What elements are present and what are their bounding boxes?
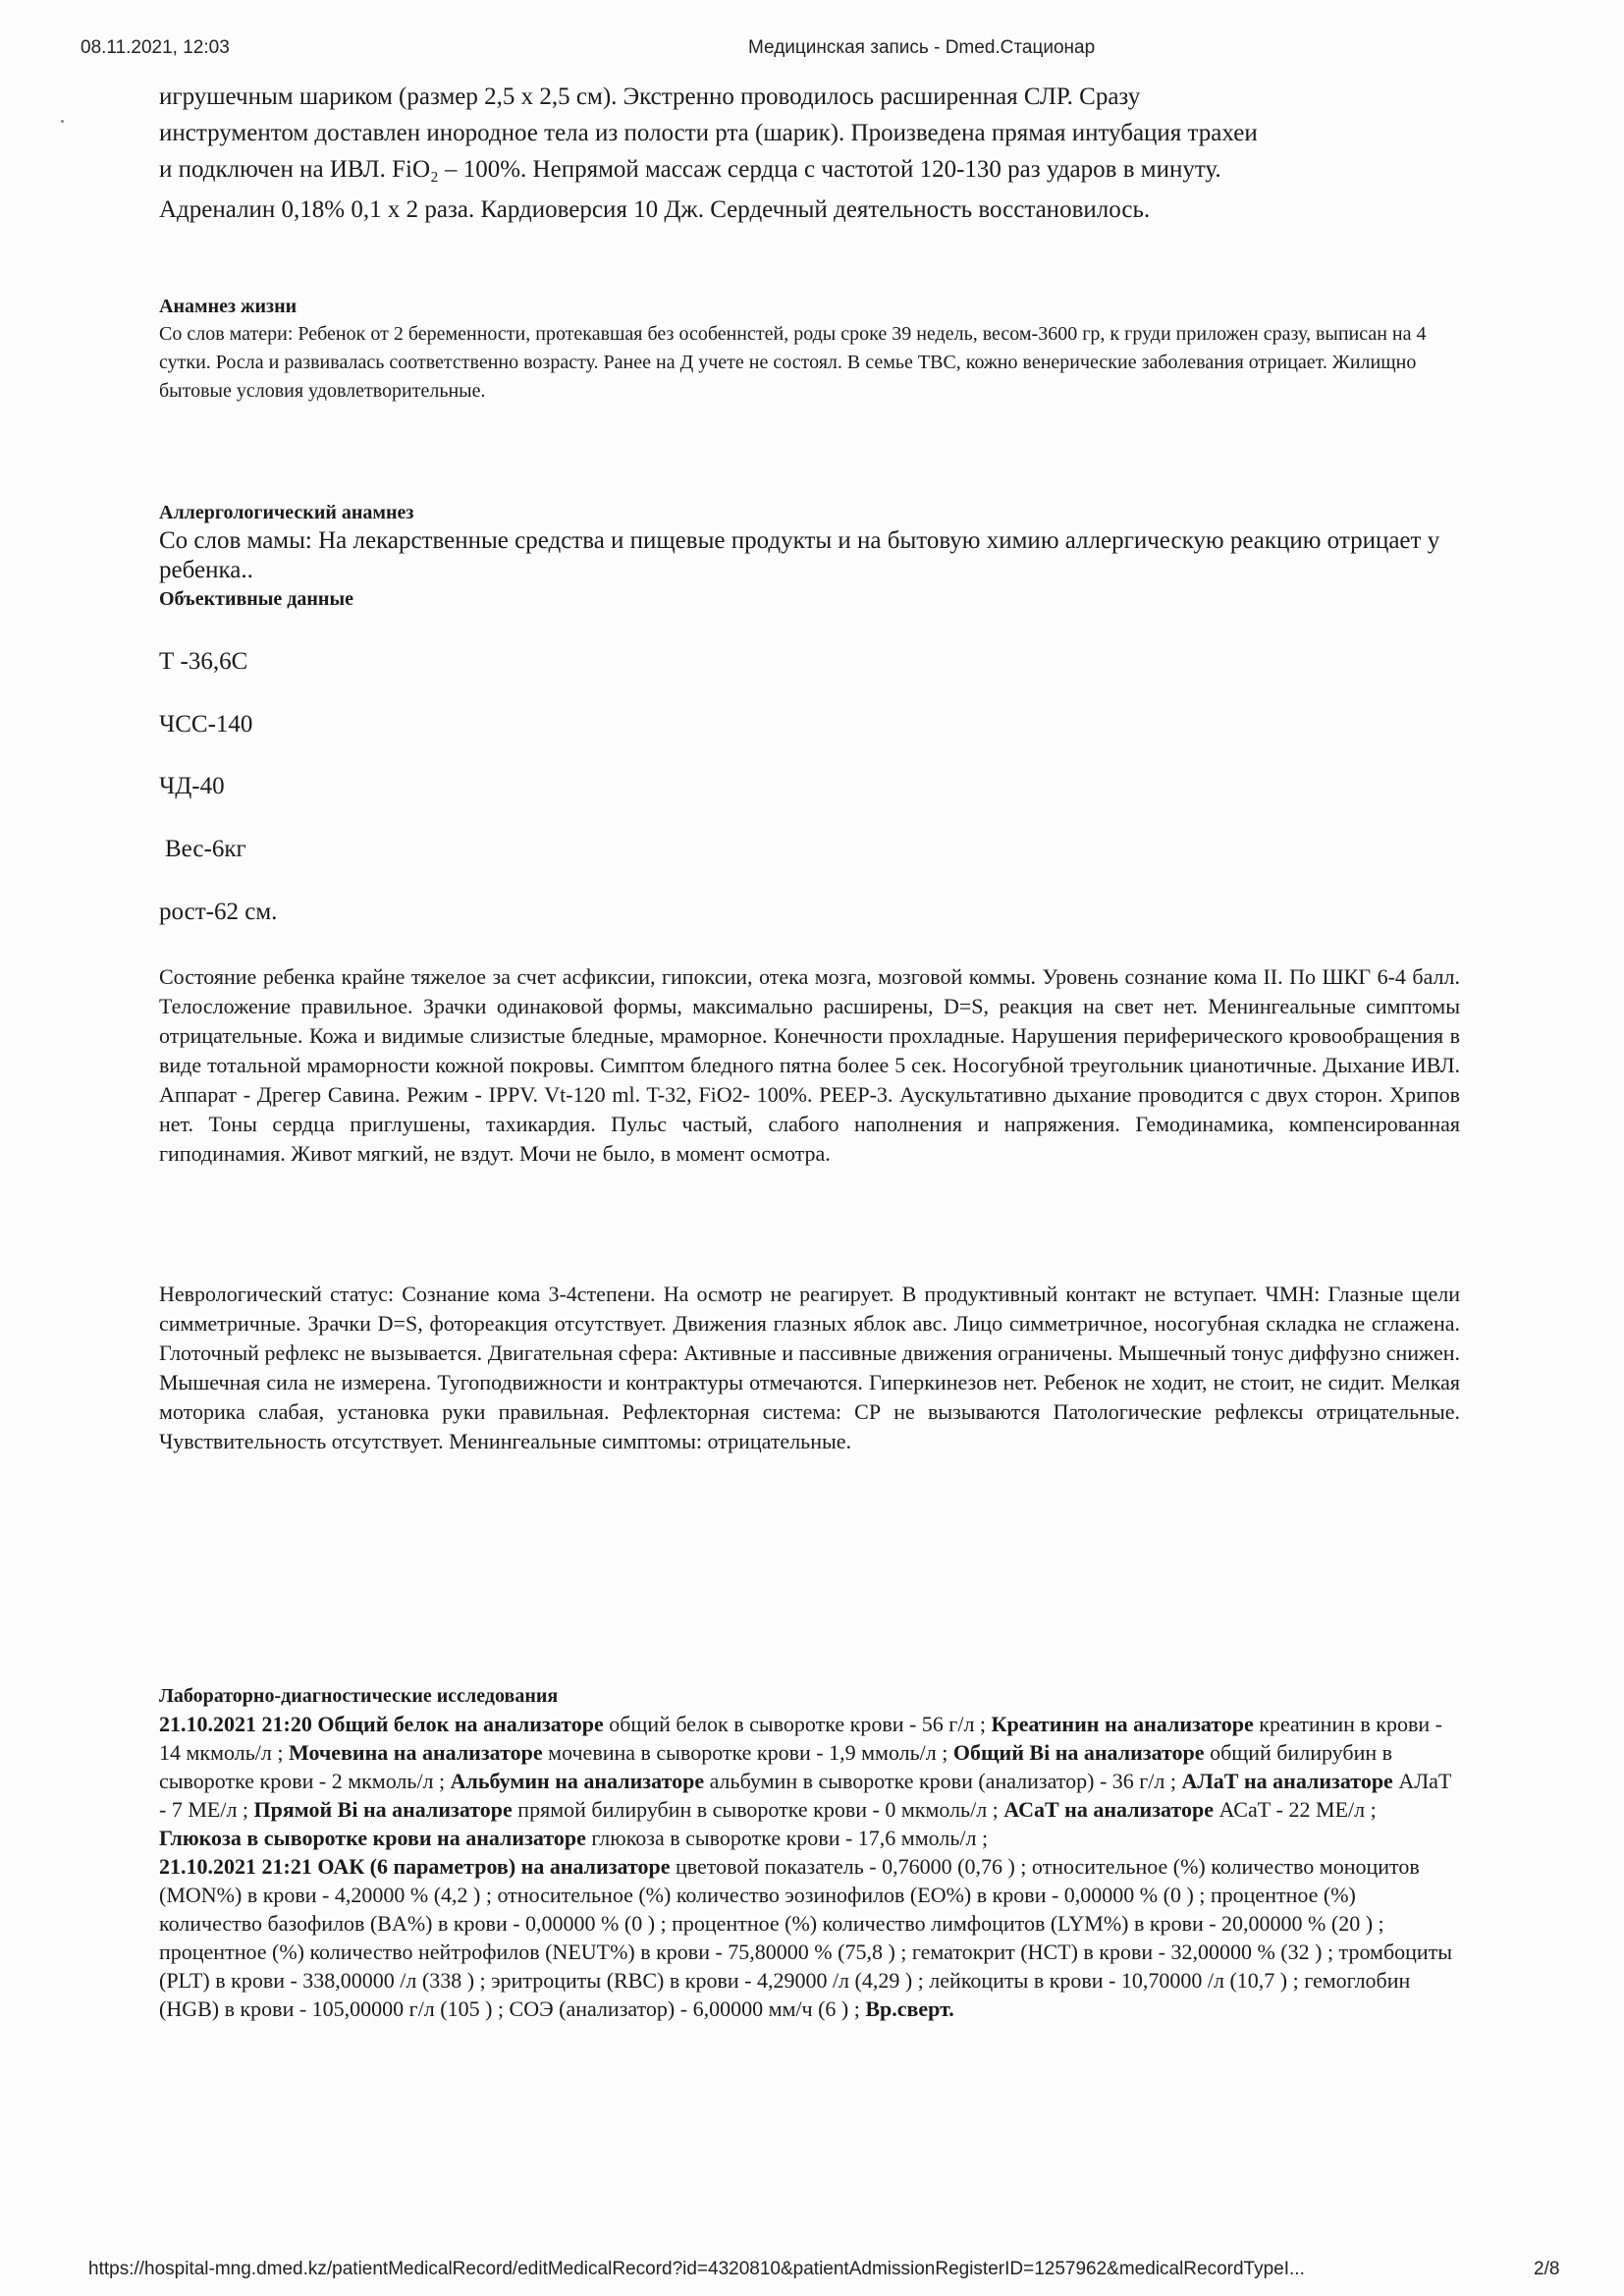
print-datetime: 08.11.2021, 12:03: [81, 37, 230, 58]
biochem-results: [159, 1710, 1460, 1852]
lab-test-result: альбумин в сыворотке крови (анализатор) - 36 г/л ;: [709, 1769, 1177, 1793]
intro-section: [159, 79, 1460, 228]
lab-test-name: АСаТ на анализаторе: [1003, 1797, 1215, 1822]
lab-test-name: Глюкоза в сыворотке крови на анализаторе: [159, 1826, 586, 1850]
lab-test-result: АСаТ - 22 МЕ/л ;: [1218, 1797, 1377, 1822]
lab-test-name: Общий Bi на анализаторе: [952, 1740, 1205, 1765]
labs-section: [159, 1682, 1460, 2023]
cbc-results: [159, 1852, 1460, 2023]
intro-line: игрушечным шариком (размер 2,5 х 2,5 см). Экстренно проводилось расширенная СЛР. Сразу: [159, 83, 1141, 110]
intro-line: инструментом доставлен инородное тела из полости рта (шарик). Произведена прямая интубация трахеи: [159, 120, 1258, 146]
section-heading: Лабораторно-диагностические исследования: [159, 1685, 559, 1707]
lab-test-name: ОАК (6 параметров) на анализаторе: [317, 1854, 671, 1879]
allergy-anamnesis-section: [159, 499, 1460, 613]
lab-test-result: креатинин в крови - 14 мкмоль/л ;: [159, 1712, 1442, 1765]
vital-temperature: Т -36,6С: [159, 648, 248, 675]
life-anamnesis-text: Со слов матери: Ребенок от 2 беременности, протекавшая без особеннстей, роды сроке 39 недель, весом-3600 гр, к груди приложен сразу, выписан на 4 сутки. Росла и развивалась соответственно возрасту. Ранее на Д учете не состоял. В семье ТВС, кожно венерические заболевания отрицает. Жилищно бытовые условия удовлетворительные.: [159, 323, 1427, 402]
print-url: https://hospital-mng.dmed.kz/patientMedicalRecord/editMedicalRecord?id=4320810&patientAdmissionRegisterID=1257962&medicalRecordTypeI...: [88, 2259, 1305, 2279]
vital-weight: Вес-6кг: [165, 836, 246, 862]
print-page-title: Медицинская запись - Dmed.Стационар: [748, 37, 1096, 58]
lab-test-name: Прямой Bi на анализаторе: [253, 1797, 513, 1822]
objective-status-section: [159, 962, 1460, 1169]
neuro-status-text: Неврологический статус: Сознание кома 3-4степени. На осмотр не реагирует. В продуктивный контакт не вступает. ЧМН: Глазные щели симметричные. Зрачки D=S, фотореакция отсутствует. Движения глазных яблок авс. Лицо симметричное, носогубная складка не сглажена. Глоточный рефлекс не вызывается. Двигательная сфера: Активные и пассивные движения ограничены. Мышечный тонус диффузно снижен. Мышечная сила не измерена. Тугоподвижности и контрактуры отмечаются. Гиперкинезов нет. Ребенок не ходит, не стоит, не сидит. Мелкая моторика слабая, установка руки правильная. Рефлекторная система: СР не вызываются Патологические рефлексы отрицательные. Чувствительность отсутствует. Менингеальные симптомы: отрицательные.: [159, 1282, 1460, 1453]
lab-test-name: Креатинин на анализаторе: [991, 1712, 1254, 1736]
lab-test-result: АЛаТ - 7 МЕ/л ;: [159, 1769, 1452, 1822]
lab-test-result: общий билирубин в сыворотке крови - 2 мкмоль/л ;: [159, 1740, 1393, 1793]
lab-test-result: общий белок в сыворотке крови - 56 г/л ;: [609, 1712, 987, 1736]
neuro-status-section: [159, 1280, 1460, 1456]
lab-test-result: мочевина в сыворотке крови - 1,9 ммоль/л ;: [548, 1740, 948, 1765]
vital-height: рост-62 см.: [159, 899, 278, 925]
vital-heart-rate: ЧСС-140: [159, 711, 253, 738]
biochem-datetime: 21.10.2021 21:20: [159, 1712, 312, 1736]
lab-test-name: Мочевина на анализаторе: [288, 1740, 543, 1765]
vital-resp-rate: ЧД-40: [159, 773, 225, 799]
lab-test-result: глюкоза в сыворотке крови - 17,6 ммоль/л ;: [591, 1826, 989, 1850]
section-heading: Анамнез жизни: [159, 296, 298, 317]
intro-line: и подключен на ИВЛ. FiO₂ – 100%. Непрямой массаж сердца с частотой 120-130 раз ударов в минуту.: [159, 156, 1221, 183]
lab-test-result: цветовой показатель - 0,76000 (0,76 ) ; относительное (%) количество моноцитов (MON%) в крови - 4,20000 % (4,2 ) ; относительное (%) количество эозинофилов (EO%) в крови - 0,00000 % (0 ) ; процентное (%) количество базофилов (BA%) в крови - 0,00000 % (0 ) ; процентное (%) количество лимфоцитов (LYM%) в крови - 20,00000 % (20 ) ; процентное (%) количество нейтрофилов (NEUT%) в крови - 75,80000 % (75,8 ) ; гематокрит (HCT) в крови - 32,00000 % (32 ) ; тромбоциты (PLT) в крови - 338,00000 /л (338 ) ; эритроциты (RBC) в крови - 4,29000 /л (4,29 ) ; лейкоциты в крови - 10,70000 /л (10,7 ) ; гемоглобин (HGB) в крови - 105,00000 г/л (105 ) ; СОЭ (анализатор) - 6,00000 мм/ч (6 ) ;: [159, 1854, 1453, 2021]
print-page-number: 2/8: [1534, 2259, 1560, 2279]
section-heading: Объективные данные: [159, 588, 353, 610]
scan-artifact: [61, 120, 64, 123]
intro-line: Адреналин 0,18% 0,1 х 2 раза. Кардиоверсия 10 Дж. Сердечный деятельность восстановилось.: [159, 196, 1151, 223]
lab-test-name: Общий белок на анализаторе: [317, 1712, 604, 1736]
life-anamnesis-section: [159, 293, 1460, 406]
cbc-datetime: 21.10.2021 21:21: [159, 1854, 312, 1879]
lab-test-result: прямой билирубин в сыворотке крови - 0 мкмоль/л ;: [517, 1797, 999, 1822]
objective-status-text: Состояние ребенка крайне тяжелое за счет асфиксии, гипоксии, отека мозга, мозговой коммы. Уровень сознание кома II. По ШКГ 6-4 балл. Телосложение правильное. Зрачки одинаковой формы, максимально расширены, D=S, реакция на свет нет. Менингеальные симптомы отрицательные. Кожа и видимые слизистые бледные, мраморное. Конечности прохладные. Нарушения периферического кровообращения в виде тотальной мраморности кожной покровы. Симптом бледного пятна более 5 сек. Носогубной треугольник цианотичные. Дыхание ИВЛ. Аппарат - Дрегер Савина. Режим - IPPV. Vt-120 ml. T-32, FiO2- 100%. PEEP-3. Аускультативно дыхание проводится с двух сторон. Хрипов нет. Тоны сердца приглушены, тахикардия. Пульс частый, слабого наполнения и напряжения. Гемодинамика, компенсированная гиподинамия. Живот мягкий, не вздут. Мочи не было, в момент осмотра.: [159, 964, 1460, 1166]
lab-test-name: Альбумин на анализаторе: [450, 1769, 705, 1793]
allergy-anamnesis-text: Со слов мамы: На лекарственные средства и пищевые продукты и на бытовую химию аллергическую реакцию отрицает у ребенка..: [159, 527, 1440, 583]
lab-test-name: Вр.сверт.: [865, 1996, 954, 2021]
section-heading: Аллергологический анамнез: [159, 502, 414, 523]
lab-test-name: АЛаТ на анализаторе: [1181, 1769, 1393, 1793]
